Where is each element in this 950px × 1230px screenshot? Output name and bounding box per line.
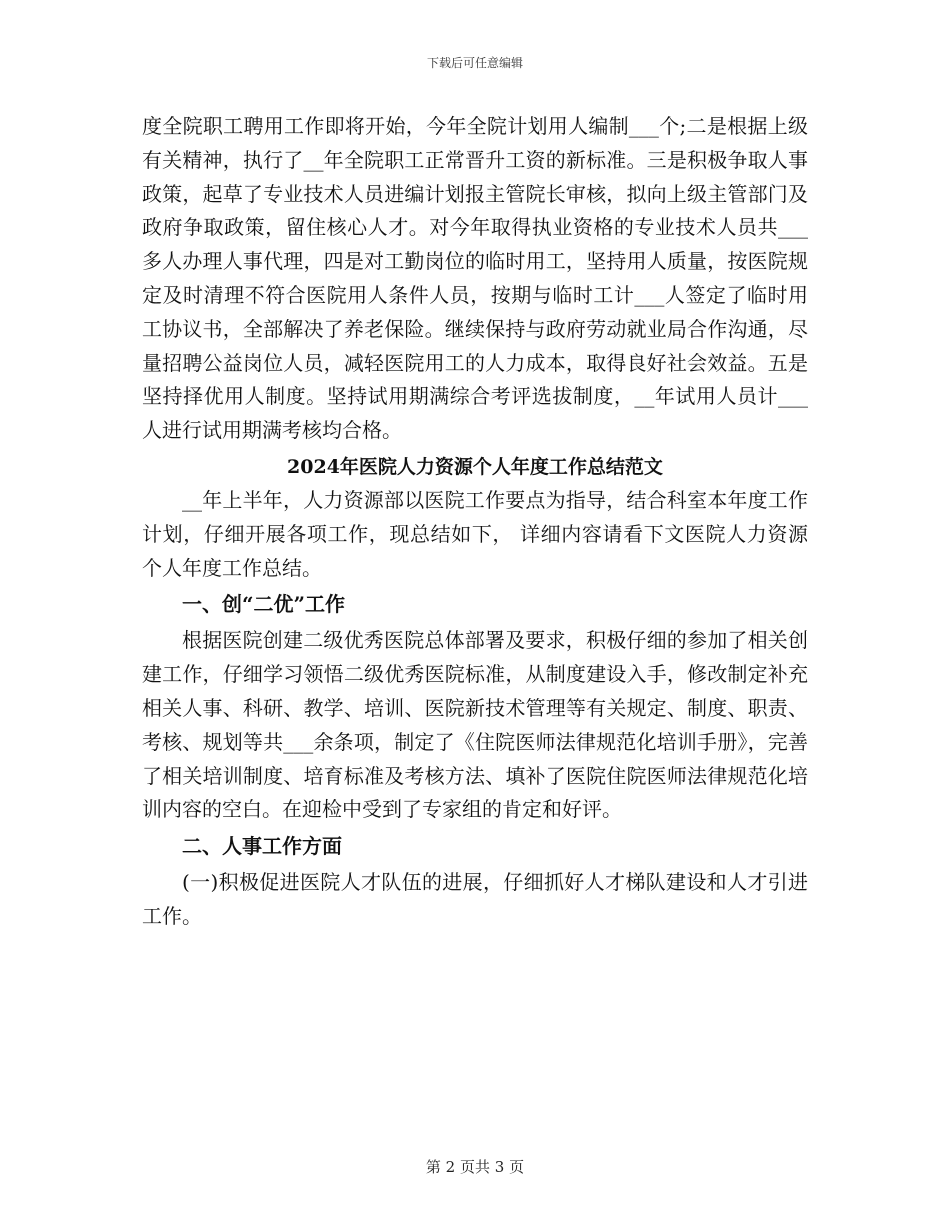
- page-header: 下载后可任意编辑: [426, 56, 523, 70]
- page-footer: 第 2 页共 3 页: [425, 1158, 525, 1176]
- document-body: [142, 110, 808, 934]
- paragraph-1: 度全院职工聘用工作即将开始，今年全院计划用人编制___个;二是根据上级有关精神，执行了__年全院职工正常晋升工资的新标准。三是积极争取人事政策，起草了专业技术人员进编计划报主管院长审核，拟向上级主管部门及政府争取政策，留住核心人才。对今年取得执业资格的专业技术人员共___多人办理人事代理，四是对工勤岗位的临时用工，坚持用人质量，按医院规定及时清理不符合医院用人条件人员，按期与临时工计___人签定了临时用工协议书，全部解决了养老保险。继续保持与政府劳动就业局合作沟通，尽量招聘公益岗位人员，减轻医院用工的人力成本，取得良好社会效益。五是坚持择优用人制度。坚持试用期满综合考评选拔制度，__年试用人员计___人进行试用期满考核均合格。: [142, 114, 808, 443]
- paragraph-intro: __年上半年，人力资源部以医院工作要点为指导，结合科室本年度工作计划，仔细开展各项工作，现总结如下， 详细内容请看下文医院人力资源个人年度工作总结。: [142, 487, 808, 580]
- document-title: 2024年医院人力资源个人年度工作总结范文: [287, 455, 663, 478]
- section-heading-2: 二、人事工作方面: [182, 834, 342, 859]
- paragraph-section-1: 根据医院创建二级优秀医院总体部署及要求，积极仔细的参加了相关创建工作，仔细学习领悟二级优秀医院标准，从制度建设入手，修改制定补充相关人事、科研、教学、培训、医院新技术管理等有关规定、制度、职责、考核、规划等共___余条项，制定了《住院医师法律规范化培训手册》，完善了相关培训制度、培育标准及考核方法、填补了医院住院医师法律规范化培训内容的空白。在迎检中受到了专家组的肯定和好评。: [142, 628, 808, 822]
- paragraph-section-2: (一)积极促进医院人才队伍的进展，仔细抓好人才梯队建设和人才引进工作。: [142, 870, 808, 928]
- section-heading-1: 一、创“二优”工作: [182, 592, 346, 617]
